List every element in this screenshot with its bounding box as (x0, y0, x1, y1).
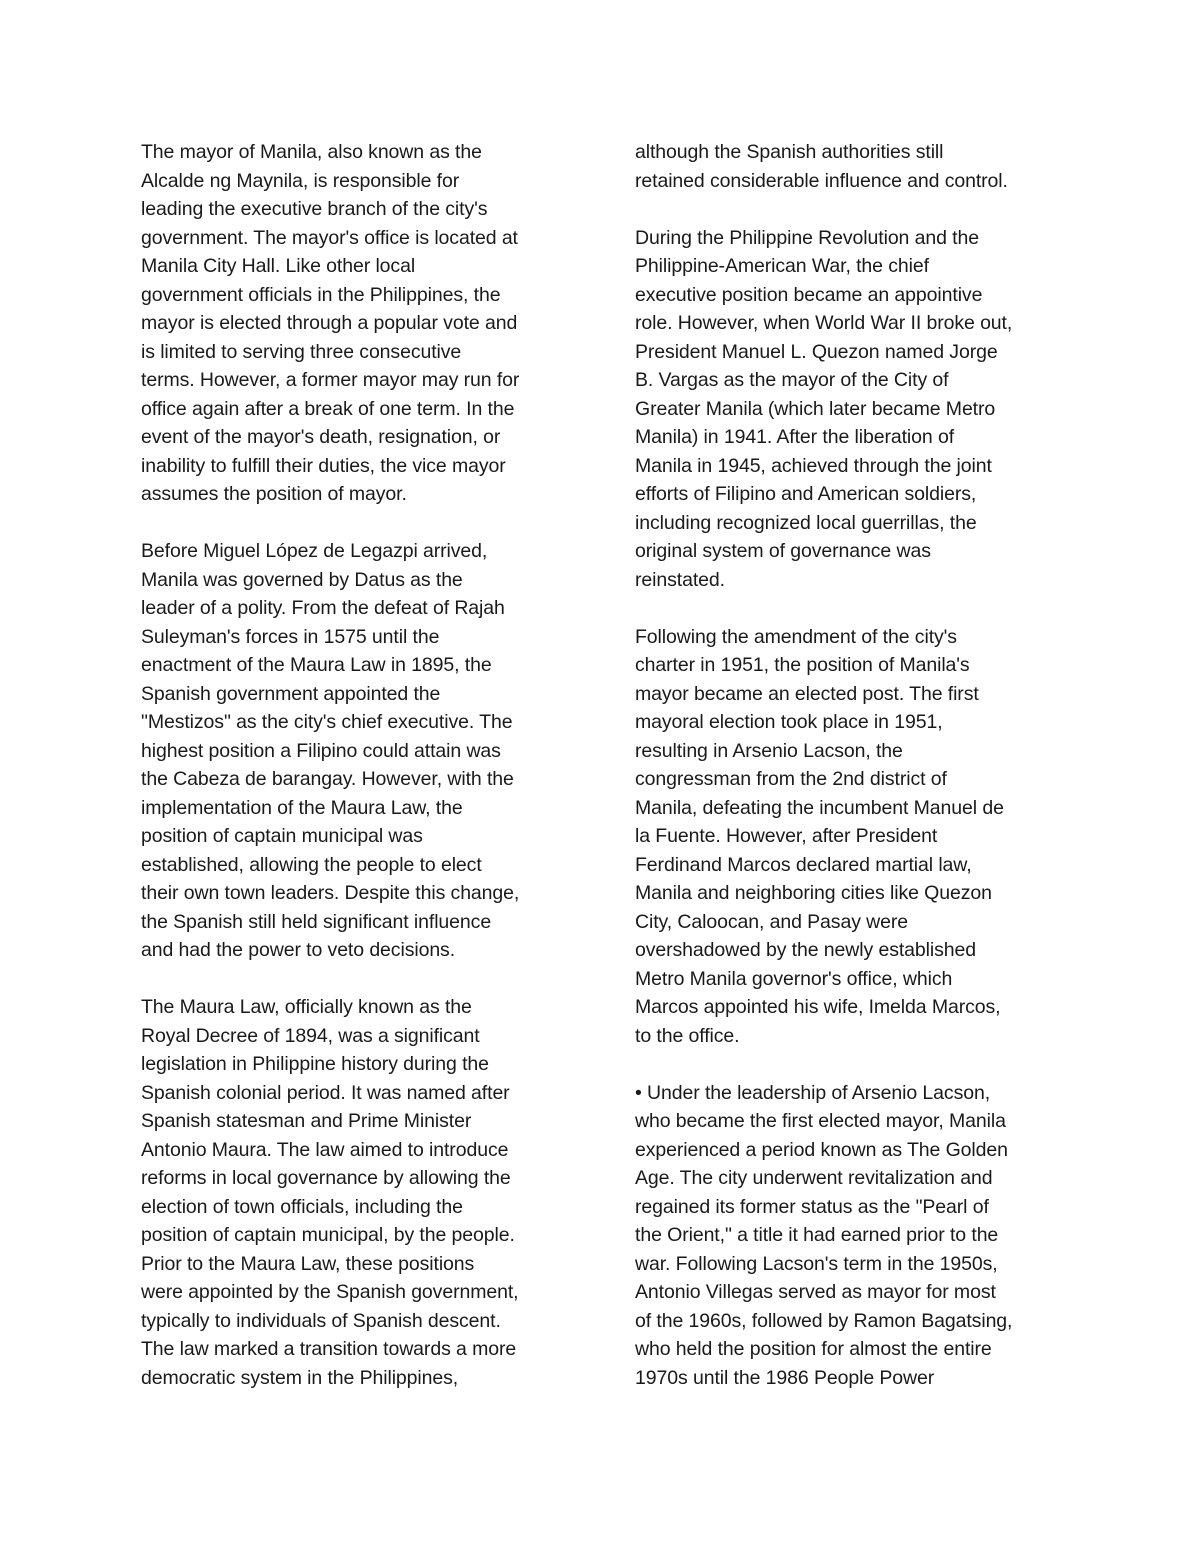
paragraph (635, 138, 1075, 195)
text-line: event of the mayor's death, resignation, or (141, 426, 501, 448)
text-line: "Mestizos" as the city's chief executive. The (141, 711, 513, 733)
paragraph (635, 224, 1075, 595)
text-line: Greater Manila (which later became Metro (635, 397, 996, 420)
text-line: The law marked a transition towards a more (141, 1338, 517, 1360)
text-line: enactment of the Maura Law in 1895, the (141, 654, 492, 676)
text-line: Philippine-American War, the chief (635, 255, 929, 277)
text-line: election of town officials, including the (141, 1195, 463, 1218)
text-line: typically to individuals of Spanish descent. (141, 1309, 501, 1332)
text-line: Before Miguel López de Legazpi arrived, (141, 540, 488, 562)
text-line: legislation in Philippine history during the (141, 1053, 489, 1075)
paragraph (141, 993, 581, 1392)
text-line: the Orient," a title it had earned prior to the (635, 1224, 999, 1246)
text-line: who held the position for almost the entire (635, 1338, 992, 1360)
text-line: is limited to serving three consecutive (141, 340, 462, 363)
text-line: the Cabeza de barangay. However, with the (141, 768, 514, 790)
paragraph-spacer (141, 965, 581, 994)
text-line: Suleyman's forces in 1575 until the (141, 625, 440, 648)
text-line: position of captain municipal was (141, 825, 423, 847)
paragraph-spacer (635, 195, 1075, 224)
text-line: and had the power to veto decisions. (141, 939, 456, 961)
text-line: implementation of the Maura Law, the (141, 796, 463, 819)
text-line: were appointed by the Spanish government, (141, 1281, 519, 1303)
text-line: Spanish statesman and Prime Minister (141, 1110, 472, 1132)
text-line: Antonio Villegas served as mayor for most (635, 1281, 996, 1303)
text-line: although the Spanish authorities still (635, 141, 944, 163)
text-line: position of captain municipal, by the people. (141, 1224, 515, 1246)
text-line: office again after a break of one term. In the (141, 397, 515, 420)
text-line: reinstated. (635, 568, 725, 591)
text-line: 1970s until the 1986 People Power (635, 1366, 935, 1389)
text-line: Manila City Hall. Like other local (141, 255, 416, 277)
text-line: efforts of Filipino and American soldiers, (635, 483, 977, 505)
text-line: Metro Manila governor's office, which (635, 967, 953, 990)
text-line: City, Caloocan, and Pasay were (635, 910, 909, 933)
text-line: congressman from the 2nd district of (635, 768, 947, 790)
paragraph (635, 623, 1075, 1051)
text-line: resulting in Arsenio Lacson, the (635, 739, 903, 762)
text-line: President Manuel L. Quezon named Jorge (635, 340, 998, 363)
paragraph (635, 1079, 1075, 1393)
text-line: Prior to the Maura Law, these positions (141, 1252, 475, 1275)
text-line: terms. However, a former mayor may run for (141, 369, 520, 391)
text-line: Spanish government appointed the (141, 682, 441, 705)
text-line: Ferdinand Marcos declared martial law, (635, 853, 972, 876)
text-line: democratic system in the Philippines, (141, 1366, 459, 1389)
text-line: Royal Decree of 1894, was a significant (141, 1024, 480, 1047)
text-line: mayoral election took place in 1951, (635, 711, 943, 733)
text-line: role. However, when World War II broke out, (635, 312, 1013, 334)
text-line: • Under the leadership of Arsenio Lacson, (635, 1081, 991, 1104)
text-line: highest position a Filipino could attain was (141, 739, 501, 762)
text-line: Spanish colonial period. It was named after (141, 1081, 510, 1104)
text-line: inability to fulfill their duties, the vice mayor (141, 454, 506, 477)
text-line: Antonio Maura. The law aimed to introduce (141, 1138, 509, 1161)
text-line: Manila) in 1941. After the liberation of (635, 426, 955, 448)
paragraph-spacer (635, 594, 1075, 623)
text-line: war. Following Lacson's term in the 1950s, (635, 1252, 998, 1275)
text-line: government. The mayor's office is located at (141, 226, 518, 249)
right-text-column (635, 138, 1075, 1392)
text-line: mayor became an elected post. The first (635, 682, 979, 705)
text-line: mayor is elected through a popular vote and (141, 312, 518, 334)
text-line: Manila and neighboring cities like Quezon (635, 882, 992, 904)
text-line: B. Vargas as the mayor of the City of (635, 369, 949, 391)
text-line: Marcos appointed his wife, Imelda Marcos, (635, 996, 1001, 1018)
text-line: government officials in the Philippines, the (141, 283, 501, 306)
text-line: The mayor of Manila, also known as the (141, 141, 482, 163)
paragraph (141, 138, 581, 509)
text-line: Manila was governed by Datus as the (141, 568, 463, 591)
text-line: assumes the position of mayor. (141, 483, 407, 505)
paragraph-spacer (635, 1050, 1075, 1079)
left-text-column (141, 138, 581, 1392)
text-line: Manila in 1945, achieved through the joint (635, 454, 992, 477)
text-line: retained considerable influence and control. (635, 169, 1008, 192)
text-line: established, allowing the people to elect (141, 853, 482, 876)
text-line: During the Philippine Revolution and the (635, 226, 979, 249)
paragraph (141, 537, 581, 965)
text-line: Alcalde ng Maynila, is responsible for (141, 169, 460, 192)
text-line: original system of governance was (635, 540, 931, 562)
text-line: to the office. (635, 1024, 740, 1047)
text-line: executive position became an appointive (635, 283, 983, 306)
text-line: the Spanish still held significant influence (141, 910, 492, 933)
text-line: reforms in local governance by allowing the (141, 1167, 511, 1189)
text-line: charter in 1951, the position of Manila's (635, 654, 970, 676)
text-line: of the 1960s, followed by Ramon Bagatsing, (635, 1309, 1013, 1332)
text-line: leader of a polity. From the defeat of Rajah (141, 597, 505, 619)
text-line: la Fuente. However, after President (635, 825, 938, 847)
text-line: The Maura Law, officially known as the (141, 996, 472, 1018)
text-line: Following the amendment of the city's (635, 625, 957, 648)
text-line: Manila, defeating the incumbent Manuel de (635, 796, 1004, 819)
text-line: Age. The city underwent revitalization and (635, 1167, 993, 1189)
text-line: leading the executive branch of the city's (141, 198, 488, 220)
text-line: their own town leaders. Despite this change, (141, 882, 520, 904)
text-line: regained its former status as the "Pearl of (635, 1195, 989, 1218)
text-line: overshadowed by the newly established (635, 939, 977, 961)
text-line: who became the first elected mayor, Manila (635, 1110, 1006, 1132)
text-line: experienced a period known as The Golden (635, 1138, 1008, 1161)
paragraph-spacer (141, 509, 581, 538)
text-line: including recognized local guerrillas, the (635, 511, 977, 534)
